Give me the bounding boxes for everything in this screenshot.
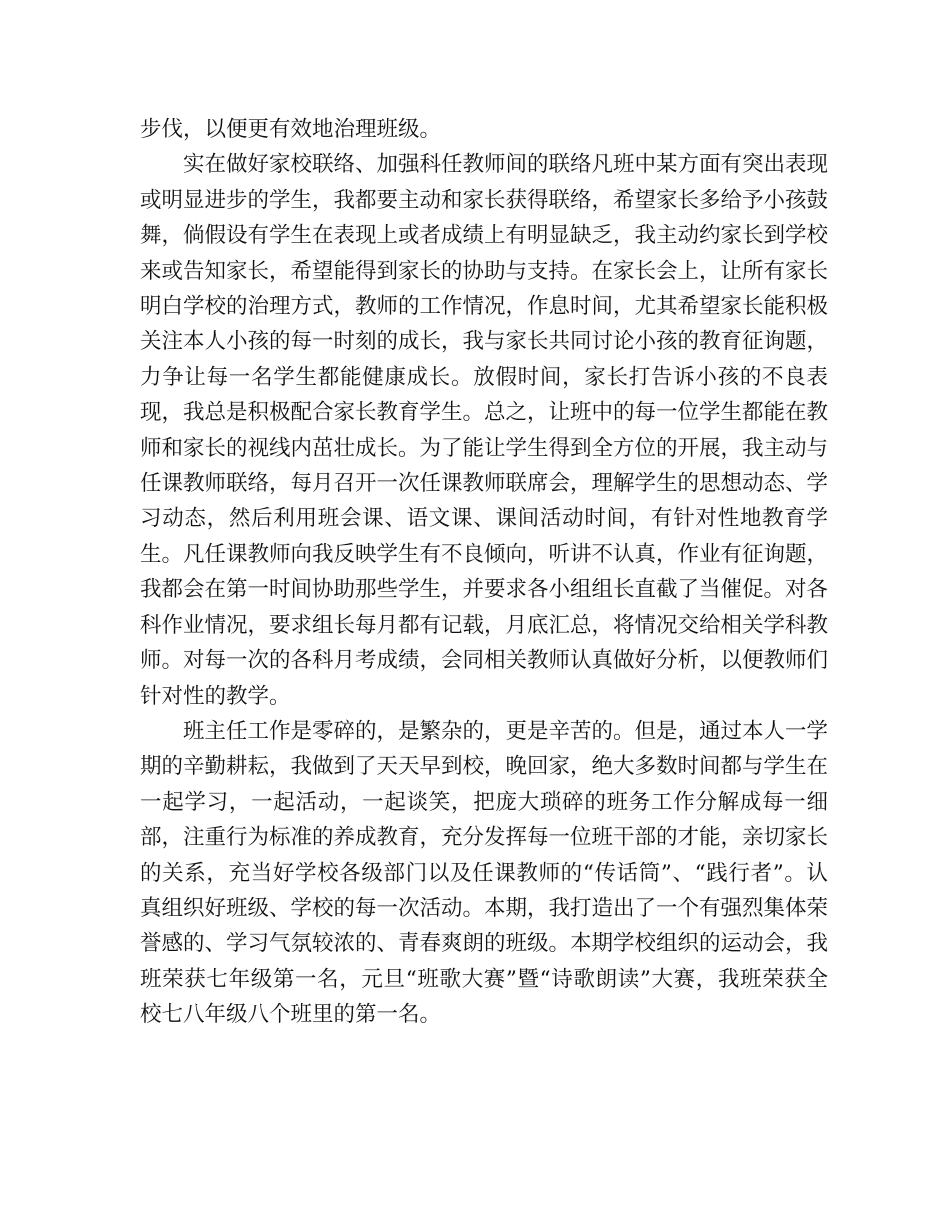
paragraph-class-teacher-summary: 班主任工作是零碎的，是繁杂的，更是辛苦的。但是，通过本人一学期的辛勤耕耘，我做到了天天早到校，晚回家，绝大多数时间都与学生在一起学习，一起活动，一起谈笑，把庞大琐碎的班务工作分解成每一细部，注重行为标准的养成教育，充分发挥每一位班干部的才能，亲切家长的关系，充当好学校各级部门以及任课教师的“传话筒”、“践行者”。认真组织好班级、学校的每一次活动。本期，我打造出了一个有强烈集体荣誉感的、学习气氛较浓的、青春爽朗的班级。本期学校组织的运动会，我班荣获七年级第一名，元旦“班歌大赛”暨“诗歌朗读”大赛，我班荣获全校七八年级八个班里的第一名。 [140,718,829,1028]
paragraph-home-school-liaison: 实在做好家校联络、加强科任教师间的联络凡班中某方面有突出表现或明显进步的学生，我都要主动和家长获得联络，希望家长多给予小孩鼓舞，倘假设有学生在表现上或者成绩上有明显缺乏，我主动约家长到学校来或告知家长，希望能得到家长的协助与支持。在家长会上，让所有家长明白学校的治理方式，教师的工作情况，作息时间，尤其希望家长能积极关注本人小孩的每一时刻的成长，我与家长共同讨论小孩的教育征询题，力争让每一名学生都能健康成长。放假时间，家长打告诉小孩的不良表现，我总是积极配合家长教育学生。总之，让班中的每一位学生都能在教师和家长的视线内茁壮成长。为了能让学生得到全方位的开展，我主动与任课教师联络，每月召开一次任课教师联席会，理解学生的思想动态、学习动态，然后利用班会课、语文课、课间活动时间，有针对性地教育学生。凡任课教师向我反映学生有不良倾向，听讲不认真，作业有征询题，我都会在第一时间协助那些学生，并要求各小组组长直截了当催促。对各科作业情况，要求组长每月都有记载，月底汇总，将情况交给相关学科教师。对每一次的各科月考成绩，会同相关教师认真做好分析，以便教师们针对性的教学。 [140,152,829,709]
paragraph-continuation: 步伐，以便更有效地治理班级。 [140,117,442,142]
document-page [140,112,828,1033]
